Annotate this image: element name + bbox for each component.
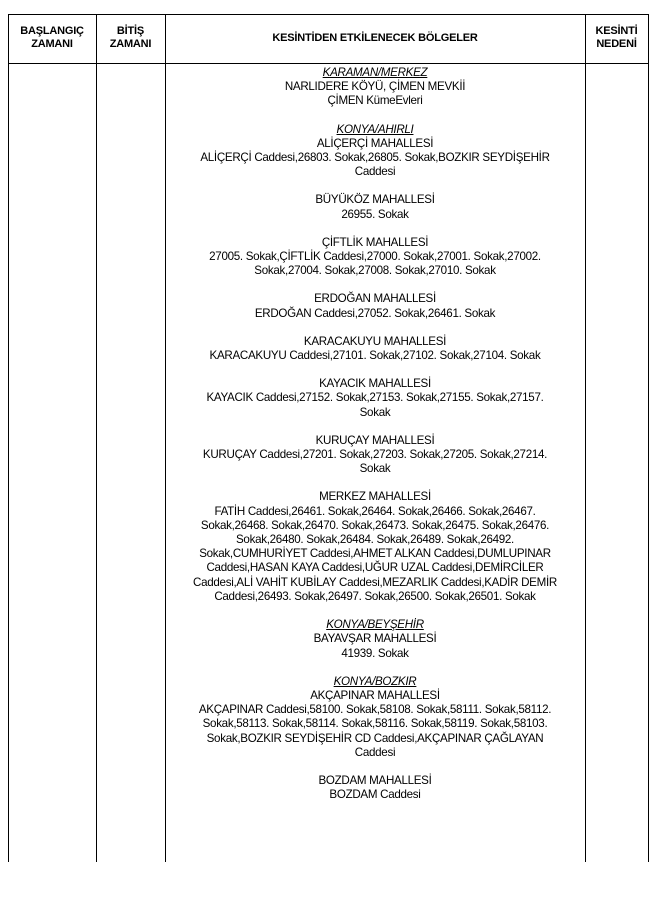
- street-list-line: Caddesi,ALİ VAHİT KUBİLAY Caddesi,MEZARLIK Caddesi,KADİR DEMİR: [193, 575, 557, 589]
- region-heading: KONYA/BOZKIR: [333, 674, 417, 688]
- neighborhood-block: [165, 236, 585, 279]
- neighborhood-name: ÇİFTLİK MAHALLESİ: [321, 235, 429, 249]
- neighborhood-block: [165, 774, 585, 802]
- column-divider: [8, 14, 9, 862]
- neighborhood-block: [165, 675, 585, 760]
- street-list-line: ERDOĞAN Caddesi,27052. Sokak,26461. Sokak: [254, 306, 496, 320]
- header-start-line: ZAMANI: [31, 38, 73, 50]
- neighborhood-name: BAYAVŞAR MAHALLESİ: [313, 632, 437, 646]
- neighborhood-block: [165, 434, 585, 477]
- neighborhood-block: [165, 335, 585, 363]
- street-list-line: Sokak,27004. Sokak,27008. Sokak,27010. Sokak: [254, 264, 496, 278]
- neighborhood-name: KAYACIK MAHALLESİ: [319, 377, 431, 391]
- neighborhood-name: MERKEZ MAHALLESİ: [319, 490, 431, 504]
- header-reason-line: KESİNTİ: [595, 25, 638, 37]
- block-spacer: [165, 661, 585, 675]
- block-spacer: [165, 278, 585, 292]
- block-spacer: [165, 604, 585, 618]
- block-spacer: [165, 222, 585, 236]
- header-end-line: BİTİŞ: [116, 25, 145, 37]
- neighborhood-block: [165, 618, 585, 661]
- neighborhood-name: BOZDAM MAHALLESİ: [318, 773, 432, 787]
- neighborhood-block: [165, 292, 585, 320]
- neighborhood-name: KARACAKUYU MAHALLESİ: [303, 334, 447, 348]
- street-list-line: KURUÇAY Caddesi,27201. Sokak,27203. Sokak,27205. Sokak,27214.: [202, 448, 548, 462]
- column-divider: [585, 14, 586, 862]
- neighborhood-block: [165, 66, 585, 109]
- neighborhood-block: [165, 193, 585, 221]
- street-list-line: Caddesi,26493. Sokak,26497. Sokak,26500. Sokak,26501. Sokak: [214, 589, 536, 603]
- neighborhood-block: [165, 377, 585, 420]
- street-list-line: Caddesi: [354, 165, 396, 179]
- block-spacer: [165, 420, 585, 434]
- header-outage-reason: [585, 14, 648, 62]
- neighborhood-block: [165, 123, 585, 180]
- street-list-line: ÇİMEN KümeEvleri: [327, 94, 423, 108]
- street-list-line: Caddesi,HASAN KAYA Caddesi,UĞUR UZAL Caddesi,DEMİRCİLER: [206, 561, 544, 575]
- header-end-line: ZAMANI: [109, 38, 152, 50]
- street-list-line: 41939. Sokak: [341, 646, 409, 660]
- street-list-line: 26955. Sokak: [341, 207, 409, 221]
- block-spacer: [165, 179, 585, 193]
- street-list-line: Sokak,26480. Sokak,26484. Sokak,26489. Sokak,26492.: [236, 533, 514, 547]
- column-divider: [648, 14, 649, 862]
- street-list-line: Sokak,26468. Sokak,26470. Sokak,26473. Sokak,26475. Sokak,26476.: [200, 518, 550, 532]
- neighborhood-name: NARLIDERE KÖYÜ, ÇİMEN MEVKİİ: [284, 80, 466, 94]
- region-heading: KONYA/BEYŞEHİR: [326, 618, 424, 632]
- street-list-line: FATİH Caddesi,26461. Sokak,26464. Sokak,26466. Sokak,26467.: [214, 504, 536, 518]
- header-start-time: [8, 14, 96, 62]
- street-list-line: KAYACIK Caddesi,27152. Sokak,27153. Sokak,27155. Sokak,27157.: [206, 391, 544, 405]
- block-spacer: [165, 321, 585, 335]
- street-list-line: AKÇAPINAR Caddesi,58100. Sokak,58108. Sokak,58111. Sokak,58112.: [198, 703, 552, 717]
- street-list-line: Sokak,BOZKIR SEYDİŞEHİR CD Caddesi,AKÇAPINAR ÇAĞLAYAN: [206, 731, 544, 745]
- street-list-line: BOZDAM Caddesi: [329, 788, 421, 802]
- header-reason-line: NEDENİ: [596, 38, 637, 50]
- column-divider: [96, 14, 97, 862]
- street-list-line: ALİÇERÇİ Caddesi,26803. Sokak,26805. Sokak,BOZKIR SEYDİŞEHİR: [200, 151, 550, 165]
- street-list-line: Sokak: [359, 462, 391, 476]
- outage-table: [8, 14, 649, 862]
- block-spacer: [165, 760, 585, 774]
- street-list-line: Sokak: [359, 405, 391, 419]
- street-list-line: 27005. Sokak,ÇİFTLİK Caddesi,27000. Sokak,27001. Sokak,27002.: [209, 250, 541, 264]
- header-start-line: BAŞLANGIÇ: [20, 25, 84, 37]
- street-list-line: Sokak,CUMHURİYET Caddesi,AHMET ALKAN Caddesi,DUMLUPINAR: [199, 547, 551, 561]
- neighborhood-name: AKÇAPINAR MAHALLESİ: [310, 688, 440, 702]
- region-heading: KONYA/AHIRLI: [336, 122, 414, 136]
- street-list-line: Sokak,58113. Sokak,58114. Sokak,58116. Sokak,58119. Sokak,58103.: [202, 717, 548, 731]
- neighborhood-block: [165, 490, 585, 604]
- header-affected-regions: KESİNTİDEN ETKİLENECEK BÖLGELER: [272, 31, 478, 44]
- region-heading: KARAMAN/MERKEZ: [322, 66, 428, 79]
- affected-regions-content: [165, 66, 585, 802]
- block-spacer: [165, 476, 585, 490]
- street-list-line: KARACAKUYU Caddesi,27101. Sokak,27102. Sokak,27104. Sokak: [209, 349, 541, 363]
- neighborhood-name: ERDOĞAN MAHALLESİ: [314, 292, 436, 306]
- block-spacer: [165, 363, 585, 377]
- header-end-time: [96, 14, 165, 62]
- neighborhood-name: BÜYÜKÖZ MAHALLESİ: [315, 193, 435, 207]
- street-list-line: Caddesi: [354, 745, 396, 759]
- neighborhood-name: KURUÇAY MAHALLESİ: [315, 433, 435, 447]
- neighborhood-name: ALİÇERÇİ MAHALLESİ: [316, 136, 434, 150]
- block-spacer: [165, 109, 585, 123]
